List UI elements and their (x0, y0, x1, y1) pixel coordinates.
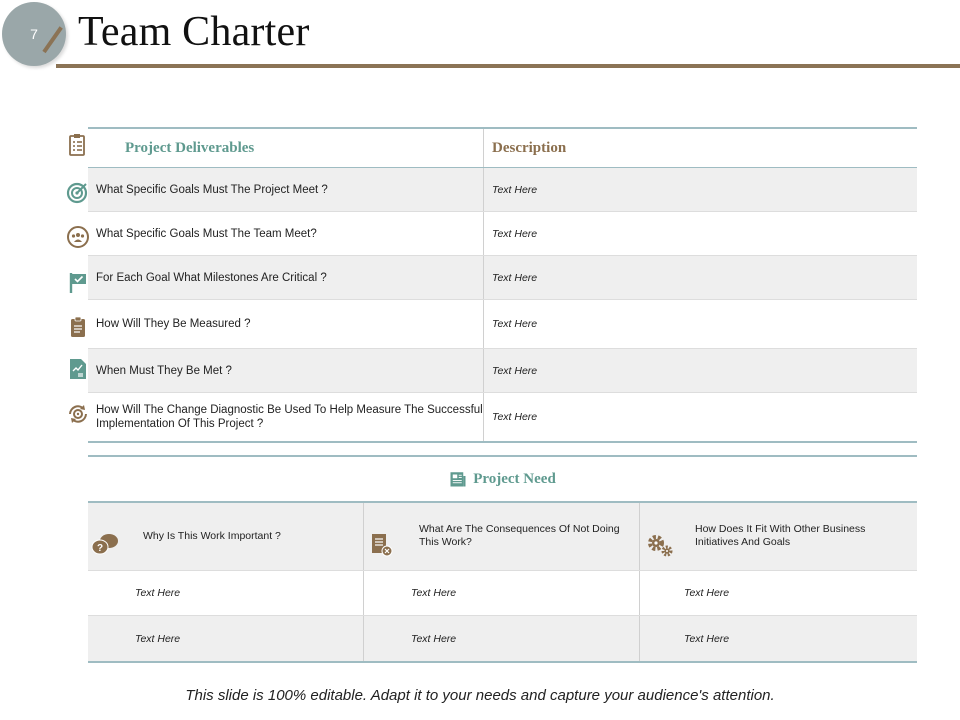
need-question-text: How Does It Fit With Other Business Initiatives And Goals (695, 523, 866, 548)
flag-icon (66, 270, 90, 294)
team-icon (66, 225, 90, 249)
chat-question-icon (90, 533, 120, 557)
need-text-cell: Text Here (364, 571, 640, 615)
target-icon (66, 180, 90, 204)
deliverable-question: What Specific Goals Must The Team Meet? (88, 212, 484, 255)
footer-note: This slide is 100% editable. Adapt it to your needs and capture your audience's attention. (185, 687, 775, 704)
gears-icon (646, 533, 676, 559)
need-question-cell (640, 503, 917, 570)
table-row (88, 256, 917, 300)
deliverable-description: Text Here (492, 227, 538, 240)
need-questions-row (88, 503, 917, 571)
deliverables-table (88, 127, 917, 443)
deliverable-question: How Will They Be Measured ? (88, 300, 484, 348)
deliverable-description: Text Here (492, 183, 538, 196)
deliverables-column-header: Project Deliverables (88, 129, 484, 167)
need-text-cell: Text Here (88, 616, 364, 661)
deliverable-question: How Will The Change Diagnostic Be Used To Help Measure The Successful Implementation Of This Project ? (88, 393, 484, 441)
need-question-cell (364, 503, 640, 570)
need-text-cell: Text Here (364, 616, 640, 661)
gear-cycle-icon (66, 402, 90, 426)
need-text-row (88, 571, 917, 616)
table-row (88, 349, 917, 393)
project-need-title: Project Need (473, 470, 556, 487)
need-question-cell (88, 503, 364, 570)
table-row (88, 300, 917, 349)
need-text-cell: Text Here (88, 571, 364, 615)
deliverable-question: What Specific Goals Must The Project Meet ? (88, 168, 484, 211)
checklist-icon (66, 133, 90, 157)
slide-number: 7 (30, 26, 38, 42)
document-cancel-icon (370, 533, 394, 557)
need-question-text: Why Is This Work Important ? (143, 530, 281, 542)
clipboard-icon (66, 315, 90, 339)
project-need-table (88, 455, 917, 663)
table-row (88, 168, 917, 212)
need-question-text: What Are The Consequences Of Not Doing This Work? (419, 523, 620, 548)
deliverable-description: Text Here (492, 364, 538, 377)
table-row (88, 393, 917, 441)
need-text-cell: Text Here (684, 587, 730, 599)
need-text-row (88, 616, 917, 661)
newspaper-icon (449, 470, 467, 488)
title-divider (56, 64, 960, 68)
project-need-header (88, 457, 917, 503)
deliverable-question: For Each Goal What Milestones Are Critical ? (88, 256, 484, 299)
table-row (88, 212, 917, 256)
need-text-cell: Text Here (684, 632, 730, 645)
deliverables-header-row (88, 129, 917, 168)
deliverable-description: Text Here (492, 318, 538, 330)
svg-text:?: ? (97, 543, 104, 554)
chart-document-icon (66, 357, 90, 381)
deliverable-question: When Must They Be Met ? (88, 349, 484, 392)
deliverable-description: Text Here (492, 411, 538, 423)
description-column-header: Description (492, 139, 567, 156)
deliverable-description: Text Here (492, 271, 538, 284)
page-title: Team Charter (78, 9, 310, 55)
